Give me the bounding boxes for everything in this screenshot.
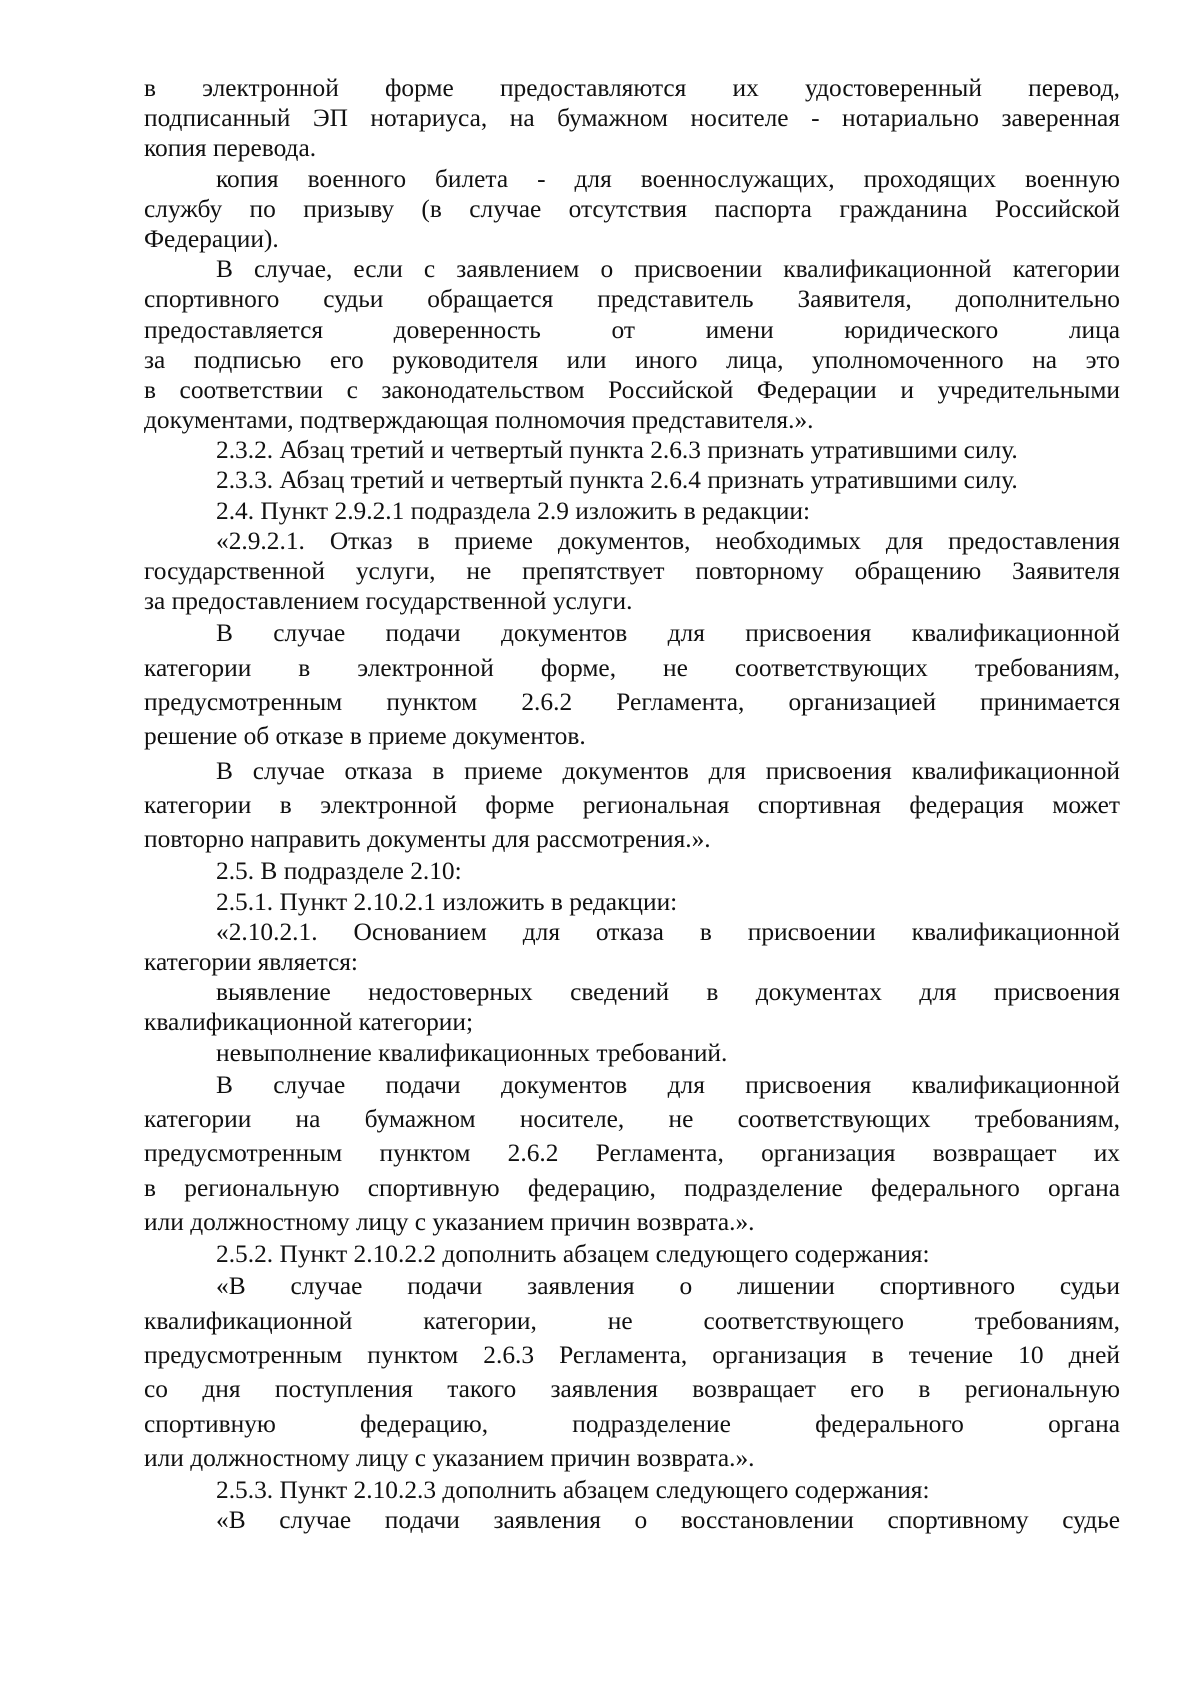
paragraph-p15 bbox=[144, 1068, 1120, 1239]
text-line: службу по призыву (в случае отсутствия паспорта гражданина Российской bbox=[144, 194, 1120, 223]
text-line: спортивную федерацию, подразделение федерального органа bbox=[144, 1409, 1120, 1438]
paragraph-p17 bbox=[144, 1269, 1120, 1475]
text-line: невыполнение квалификационных требований. bbox=[216, 1038, 728, 1067]
text-line: квалификационной категории, не соответствующего требованиям, bbox=[144, 1306, 1120, 1335]
paragraph-p7 bbox=[144, 526, 1120, 617]
text-line: 2.5. В подразделе 2.10: bbox=[216, 857, 462, 886]
text-line: категории является: bbox=[144, 948, 358, 977]
text-line: «2.10.2.1. Основанием для отказа в присвоении квалификационной bbox=[216, 917, 1120, 946]
text-line: или должностному лицу с указанием причин возврата.». bbox=[144, 1207, 755, 1236]
text-line: «2.9.2.1. Отказ в приеме документов, необходимых для предоставления bbox=[216, 526, 1120, 555]
text-line: 2.3.2. Абзац третий и четвертый пункта 2.6.3 признать утратившими силу. bbox=[216, 436, 1018, 465]
text-line: В случае подачи документов для присвоения квалификационной bbox=[216, 619, 1120, 648]
text-line: решение об отказе в приеме документов. bbox=[144, 722, 586, 751]
text-line: категории на бумажном носителе, не соответствующих требованиям, bbox=[144, 1105, 1120, 1134]
text-line: «В случае подачи заявления о восстановлении спортивному судье bbox=[216, 1506, 1120, 1535]
text-line: выявление недостоверных сведений в документах для присвоения bbox=[216, 978, 1120, 1007]
paragraph-p19 bbox=[144, 1505, 1120, 1535]
text-line: В случае подачи документов для присвоения квалификационной bbox=[216, 1070, 1120, 1099]
paragraph-p12 bbox=[144, 917, 1120, 977]
text-line: предусмотренным пунктом 2.6.3 Регламента, организация в течение 10 дней bbox=[144, 1341, 1120, 1370]
text-line: 2.4. Пункт 2.9.2.1 подраздела 2.9 изложить в редакции: bbox=[216, 496, 811, 525]
text-line: 2.3.3. Абзац третий и четвертый пункта 2.6.4 признать утратившими силу. bbox=[216, 466, 1018, 495]
text-line: со дня поступления такого заявления возвращает его в региональную bbox=[144, 1375, 1120, 1404]
paragraph-p4 bbox=[144, 435, 1120, 465]
text-line: квалификационной категории; bbox=[144, 1008, 474, 1037]
paragraph-p1 bbox=[144, 73, 1120, 164]
paragraph-p9 bbox=[144, 754, 1120, 857]
paragraph-p5 bbox=[144, 465, 1120, 495]
document-page bbox=[144, 73, 1120, 1536]
paragraph-p2 bbox=[144, 164, 1120, 255]
paragraph-p16 bbox=[144, 1239, 1120, 1269]
text-line: Федерации). bbox=[144, 224, 279, 253]
text-line: документами, подтверждающая полномочия представителя.». bbox=[144, 406, 814, 435]
text-line: подписанный ЭП нотариуса, на бумажном носителе - нотариально заверенная bbox=[144, 104, 1120, 133]
text-line: копия перевода. bbox=[144, 134, 317, 163]
text-line: 2.5.1. Пункт 2.10.2.1 изложить в редакции: bbox=[216, 887, 678, 916]
text-line: спортивного судьи обращается представитель Заявителя, дополнительно bbox=[144, 285, 1120, 314]
paragraph-p14 bbox=[144, 1038, 1120, 1068]
text-line: в соответствии с законодательством Российской Федерации и учредительными bbox=[144, 375, 1120, 404]
text-line: В случае, если с заявлением о присвоении квалификационной категории bbox=[216, 255, 1120, 284]
text-line: предусмотренным пунктом 2.6.2 Регламента, организацией принимается bbox=[144, 687, 1120, 716]
text-line: или должностному лицу с указанием причин возврата.». bbox=[144, 1443, 755, 1472]
paragraph-p11 bbox=[144, 887, 1120, 917]
text-line: «В случае подачи заявления о лишении спортивного судьи bbox=[216, 1272, 1120, 1301]
paragraph-p6 bbox=[144, 496, 1120, 526]
text-line: 2.5.2. Пункт 2.10.2.2 дополнить абзацем следующего содержания: bbox=[216, 1240, 930, 1269]
text-line: предоставляется доверенность от имени юридического лица bbox=[144, 315, 1120, 344]
text-line: за подписью его руководителя или иного лица, уполномоченного на это bbox=[144, 345, 1120, 374]
text-line: в электронной форме предоставляются их удостоверенный перевод, bbox=[144, 74, 1120, 102]
paragraph-p8 bbox=[144, 616, 1120, 753]
text-line: в региональную спортивную федерацию, подразделение федерального органа bbox=[144, 1173, 1120, 1202]
text-line: категории в электронной форме, не соответствующих требованиям, bbox=[144, 653, 1120, 682]
text-line: повторно направить документы для рассмотрения.». bbox=[144, 825, 711, 854]
text-line: государственной услуги, не препятствует повторному обращению Заявителя bbox=[144, 557, 1120, 585]
text-line: В случае отказа в приеме документов для присвоения квалификационной bbox=[216, 756, 1120, 785]
text-line: 2.5.3. Пункт 2.10.2.3 дополнить абзацем следующего содержания: bbox=[216, 1476, 930, 1505]
paragraph-p18 bbox=[144, 1475, 1120, 1505]
text-line: категории в электронной форме региональная спортивная федерация может bbox=[144, 790, 1120, 819]
text-line: предусмотренным пунктом 2.6.2 Регламента, организация возвращает их bbox=[144, 1139, 1120, 1168]
text-line: за предоставлением государственной услуги. bbox=[144, 587, 633, 616]
paragraph-p13 bbox=[144, 977, 1120, 1037]
paragraph-p3 bbox=[144, 254, 1120, 435]
text-line: копия военного билета - для военнослужащих, проходящих военную bbox=[216, 164, 1120, 193]
paragraph-p10 bbox=[144, 856, 1120, 886]
